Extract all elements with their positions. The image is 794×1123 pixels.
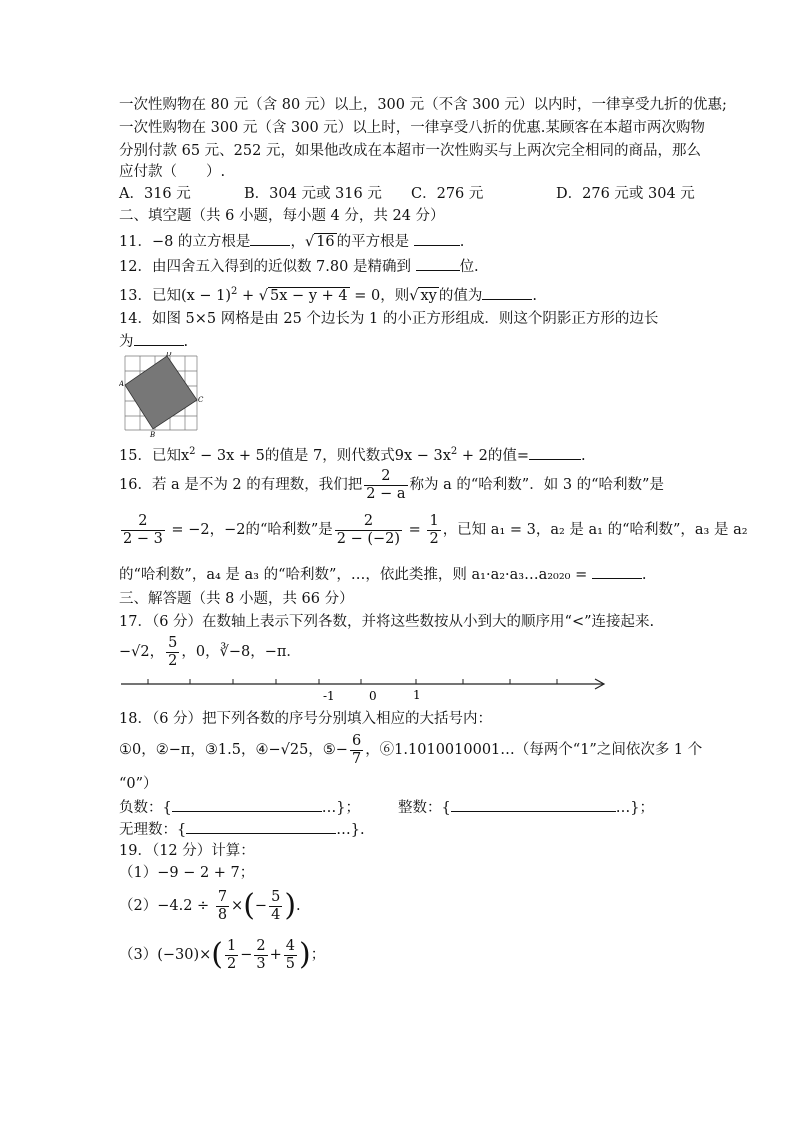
q14-line2: 为 . bbox=[119, 331, 188, 352]
q10-line4: 应付款（ ）. bbox=[119, 164, 226, 180]
q11: 11．−8 的立方根是 ，√ 16 的平方根是 . bbox=[119, 231, 464, 252]
q13: 13．已知$(x - 1)^2$ + √ 5x − y + 4 = 0，则√ xy 的值为 . bbox=[119, 286, 537, 304]
q17-numbers: −√2， $\frac{5}{2}$ ，0，∛−8，−π． bbox=[119, 634, 301, 669]
q10-option-c[interactable]: C．276 元 bbox=[411, 186, 484, 202]
q16-line3: 的“哈利数”，a₄ 是 a₃ 的“哈利数”，…，依此类推，则 a₁·a₂·a₃…a₂₀₂₀ = . bbox=[119, 564, 646, 585]
tick-label-0: 0 bbox=[369, 689, 377, 703]
q10-line1: 一次性购物在 80 元（含 80 元）以上，300 元（不含 300 元）以内时，一律享受九折的优惠; bbox=[119, 97, 727, 113]
q10-option-a[interactable]: A．316 元 bbox=[119, 186, 191, 202]
section2-title: 二、填空题（共 6 小题，每小题 4 分，共 24 分） bbox=[119, 208, 445, 224]
q19-part3: （3）(−30)×( $\frac{1}{2}$ − $\frac{2}{3}$ + $\frac{4}{5}$ )； bbox=[119, 937, 326, 972]
grid-svg bbox=[119, 352, 205, 438]
q10-line2: 一次性购物在 300 元（含 300 元）以上时，一律享受八折的优惠.某顾客在本超市两次购物 bbox=[119, 120, 705, 136]
number-line-svg bbox=[119, 672, 609, 706]
q17-line1: 17．（6 分）在数轴上表示下列各数，并将这些数按从小到大的顺序用“<”连接起来. bbox=[119, 614, 655, 630]
label-d: D bbox=[166, 352, 172, 358]
q18-line1: 18．（6 分）把下列各数的序号分别填入相应的大括号内： bbox=[119, 711, 493, 727]
q18-integer: 整数：{ …}； bbox=[398, 797, 654, 818]
q16-line2: $\frac{2}{2 - 3}$ = −2，−2的“哈利数”是 $\frac{2}{2 - (-2)}$ = $\frac{1}{2}$ ，已知 a₁ = 3，a₂ 是 a₁ 的“哈利数”，a₃ 是 a₂ bbox=[123, 512, 748, 547]
q16-blank[interactable] bbox=[592, 564, 642, 579]
number-line[interactable] bbox=[119, 672, 609, 710]
label-a: A bbox=[119, 380, 125, 388]
q19-part2: （2）−4.2 ÷ $\frac{7}{8}$ ×(− $\frac{5}{4}$ ). bbox=[119, 888, 301, 923]
q12-blank[interactable] bbox=[416, 256, 460, 271]
q10-option-d[interactable]: D．276 元或 304 元 bbox=[556, 186, 695, 202]
integer-blank[interactable] bbox=[451, 797, 616, 812]
tick-label-neg1: -1 bbox=[323, 689, 335, 703]
q18-line2: ①0，②−π，③1.5，④−√25，⑤− $\frac{6}{7}$ ，⑥1.1010010001…（每两个“1”之间依次多 1 个 bbox=[119, 732, 703, 767]
q11-blank[interactable] bbox=[414, 231, 460, 246]
q10-line3: 分别付款 65 元、252 元，如果他改成在本超市一次性购买与上两次完全相同的商品，那么 bbox=[119, 143, 701, 159]
q18-line3: “0”） bbox=[119, 776, 158, 792]
q16-line1: 16．若 a 是不为 2 的有理数，我们把 $\frac{2}{2 - a}$ 称为 a 的“哈利数”．如 3 的“哈利数”是 bbox=[119, 467, 664, 502]
q10-option-b[interactable]: B．304 元或 316 元 bbox=[244, 186, 382, 202]
tick-label-1: 1 bbox=[413, 688, 421, 702]
q18-negative: 负数：{ …}； bbox=[119, 797, 360, 818]
q15-blank[interactable] bbox=[529, 445, 581, 460]
q18-irrational: 无理数：{ …}. bbox=[119, 819, 365, 840]
q14-blank[interactable] bbox=[134, 331, 184, 346]
label-c: C bbox=[198, 396, 204, 404]
q12: 12．由四舍五入得到的近似数 7.80 是精确到 位. bbox=[119, 256, 479, 277]
q19-title: 19．（12 分）计算： bbox=[119, 843, 255, 859]
shaded-square bbox=[125, 356, 197, 429]
grid-figure bbox=[119, 352, 205, 442]
section3-title: 三、解答题（共 8 小题，共 66 分） bbox=[119, 591, 354, 607]
negative-blank[interactable] bbox=[172, 797, 322, 812]
q15: 15．已知$x^2 - 3x + 5$的值是 7，则代数式$9x - 3x^2 + 2$的值= . bbox=[119, 446, 586, 464]
q14-line1: 14．如图 5×5 网格是由 25 个边长为 1 的小正方形组成．则这个阴影正方形的边长 bbox=[119, 311, 659, 327]
irrational-blank[interactable] bbox=[186, 819, 336, 834]
label-b: B bbox=[150, 431, 156, 438]
q13-blank[interactable] bbox=[482, 285, 532, 300]
q19-part1: （1）−9 − 2 + 7； bbox=[119, 865, 255, 881]
